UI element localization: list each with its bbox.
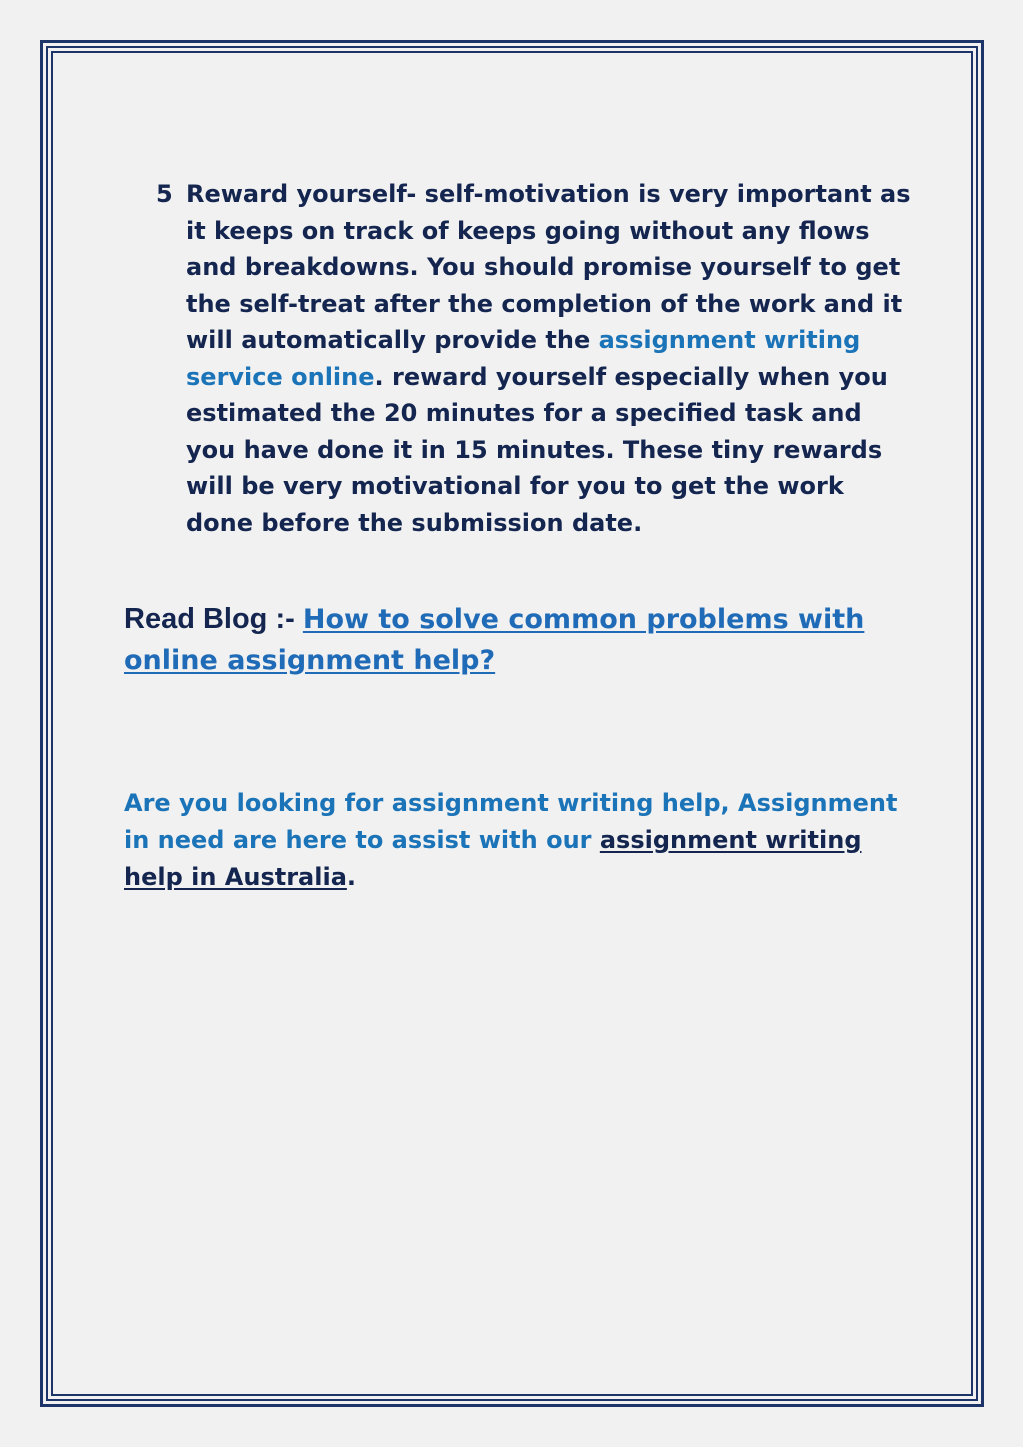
page-content xyxy=(124,176,914,896)
list-text-after: . reward yourself especially when you estimated the 20 minutes for a specified task and you have done it in 15 minutes. These tiny rewards will be very motivational for you to get the work done before the submission date. xyxy=(186,362,888,537)
promo-paragraph xyxy=(124,785,914,896)
promo-text: Are you looking for assignment writing help, Assignment in need are here to assist with our xyxy=(124,789,898,854)
list-text-before: Reward yourself- self-motivation is very important as it keeps on track of keeps going without any flows and breakdowns. You should promise yourself to get the self-treat after the completion of the work and it will automatically provide the xyxy=(186,180,911,354)
list-item-text xyxy=(186,176,914,541)
blog-link[interactable]: How to solve common problems with online assignment help? xyxy=(124,604,865,676)
assignment-help-australia-link[interactable]: assignment writing help in Australia xyxy=(124,826,862,891)
read-blog-line xyxy=(124,599,914,681)
list-number: 5 xyxy=(156,180,173,208)
read-blog-label: Read Blog :- xyxy=(124,603,303,635)
assignment-service-link[interactable]: assignment writing service online xyxy=(186,326,861,391)
promo-end: . xyxy=(346,863,357,891)
list-item xyxy=(124,176,914,541)
